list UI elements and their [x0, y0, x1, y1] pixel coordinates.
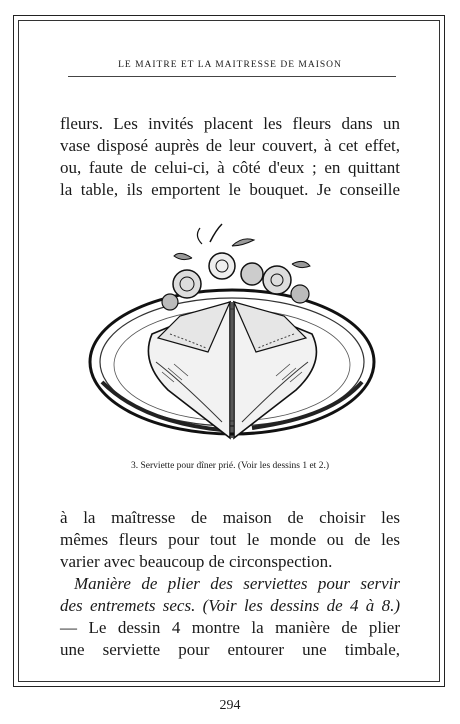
running-head: LE MAITRE ET LA MAITRESSE DE MAISON [118, 60, 342, 70]
text-line-italic: des entremets secs. (Voir les dessins de 4 à 8.) [60, 596, 400, 615]
text-line: ou, faute de celui-ci, à côté d'eux ; en quittant [60, 158, 400, 177]
text-line: fleurs. Les invités placent les fleurs dans un [60, 114, 400, 133]
top-paragraph [60, 113, 400, 201]
running-head-rule [68, 76, 396, 77]
text-line: mêmes fleurs pour tout le monde ou de les [60, 530, 400, 549]
text-line: varier avec beaucoup de circonspection. [60, 552, 333, 571]
text-line: une serviette pour entourer une timbale, [60, 640, 400, 659]
page-number: 294 [219, 698, 241, 713]
figure-caption: 3. Serviette pour dîner prié. (Voir les dessins 1 et 2.) [131, 461, 329, 471]
text-line-italic: Manière de plier des serviettes pour servir [74, 574, 400, 593]
bottom-paragraph [60, 507, 400, 661]
folded-napkin-illustration [82, 222, 382, 454]
text-line: — Le dessin 4 montre la manière de plier [60, 618, 400, 637]
text-line: vase disposé auprès de leur couvert, à cet effet, [60, 136, 400, 155]
text-line: la table, ils emportent le bouquet. Je conseille [60, 180, 400, 199]
text-line: à la maîtresse de maison de choisir les [60, 508, 400, 527]
